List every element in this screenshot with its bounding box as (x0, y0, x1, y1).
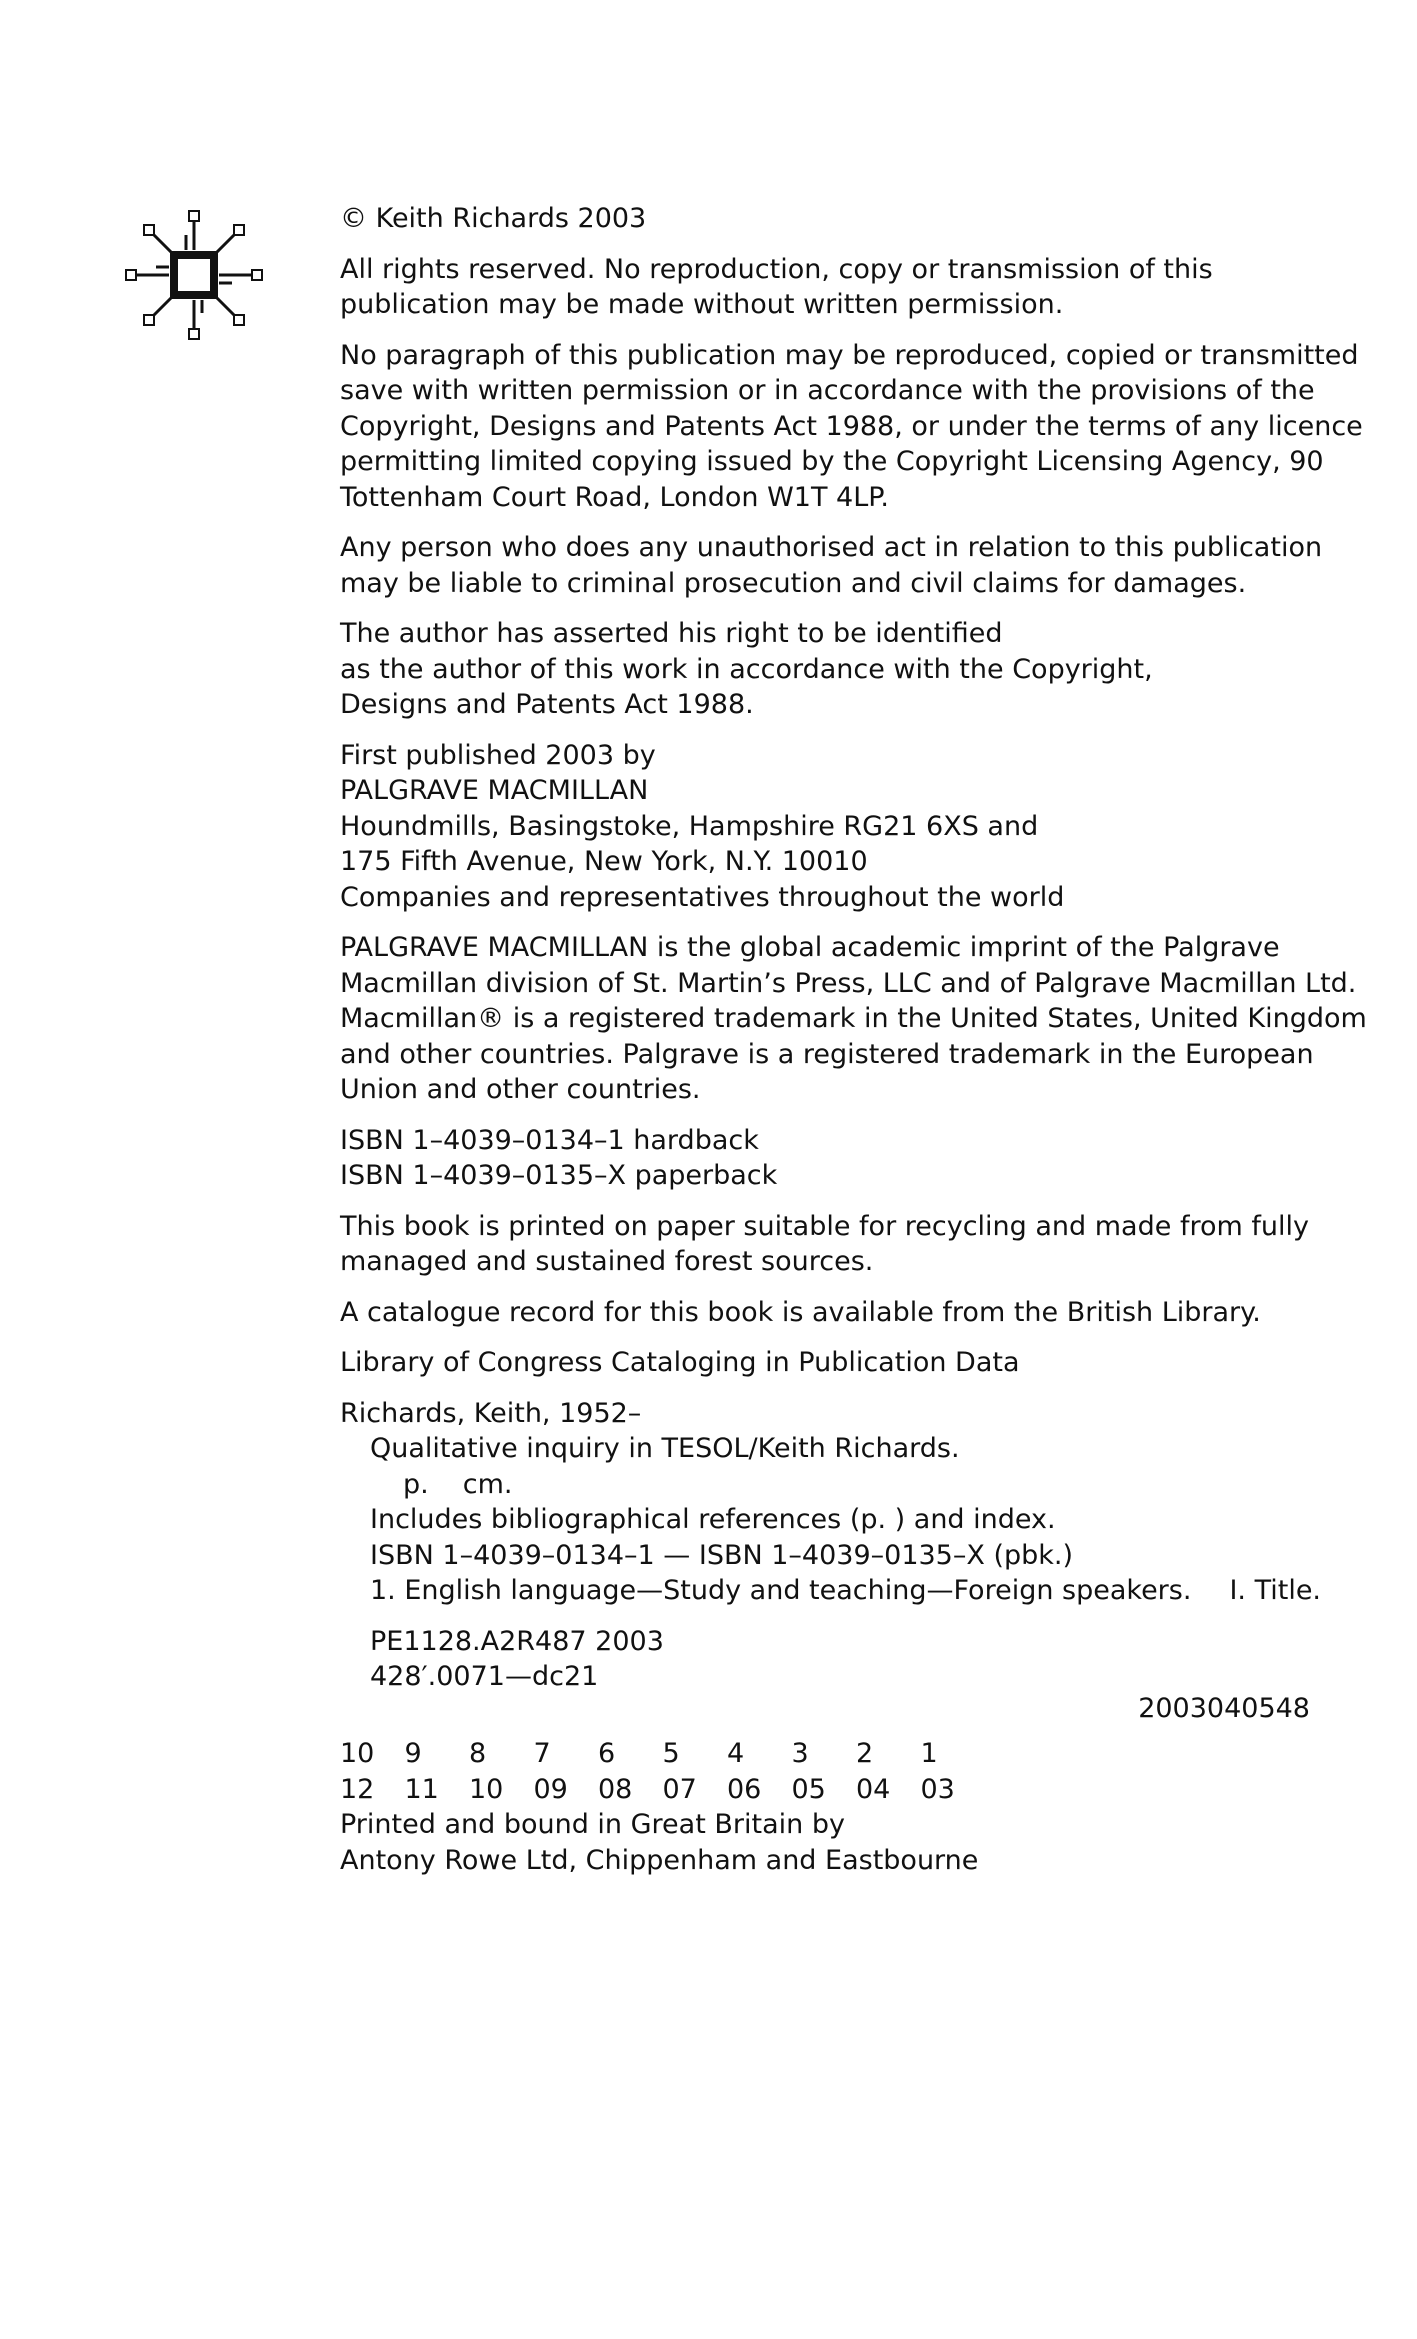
year-line-number: 04 (856, 1773, 891, 1805)
unauthorised-act-paragraph: Any person who does any unauthorised act in relation to this publication may be liable to criminal prosecution and civil claims for damages. (340, 532, 1323, 599)
year-line-number: 05 (791, 1773, 826, 1805)
lccn: 2003040548 (1138, 1692, 1310, 1724)
rights-reserved-paragraph: All rights reserved. No reproduction, copy or transmission of this publication may be made without written permission. (340, 253, 1213, 320)
year-line-number: 03 (920, 1773, 955, 1805)
palgrave-star-logo-icon (124, 205, 264, 345)
print-line-number: 5 (662, 1738, 680, 1769)
print-line-number: 7 (533, 1738, 551, 1769)
cip-pages: p. cm. (403, 1468, 513, 1500)
cip-bibliography: Includes bibliographical references (p. ) and index. (370, 1504, 1056, 1535)
isbn-block (340, 1123, 1310, 1194)
cip-isbn: ISBN 1–4039–0134–1 — ISBN 1–4039–0135–X (pbk.) (370, 1539, 1074, 1571)
cip-subject: 1. English language—Study and teaching—Foreign speakers. I. Title. (370, 1575, 1322, 1606)
reproduction-paragraph: No paragraph of this publication may be reproduced, copied or transmitted save with written permission or in accordance with the provisions of the Copyright, Designs and Patents Act 1988, or under the terms of any licence permitting limited copying issued by the Copyright Licensing Agency, 90 Tottenham Court Road, London W1T 4LP. (340, 339, 1363, 513)
copyright-notice: © Keith Richards 2003 (340, 203, 647, 234)
isbn-hardback: ISBN 1–4039–0134–1 hardback (340, 1124, 759, 1156)
year-line-number: 07 (662, 1773, 697, 1805)
loc-heading: Library of Congress Cataloging in Publication Data (340, 1347, 1020, 1378)
copyright-page-text (340, 201, 1367, 1893)
cip-block (340, 1396, 1322, 1695)
paper-paragraph: This book is printed on paper suitable for recycling and made from fully managed and sustained forest sources. (340, 1210, 1309, 1277)
imprint-paragraph: PALGRAVE MACMILLAN is the global academic imprint of the Palgrave Macmillan division of St. Martin’s Press, LLC and of Palgrave Macmillan Ltd. Macmillan® is a registered trademark in the United States, United Kingdom and other countries. Palgrave is a registered trademark in the European Union and other countries. (340, 932, 1367, 1105)
year-line-number: 09 (533, 1773, 568, 1805)
print-line-number: 1 (920, 1738, 938, 1769)
print-line-number: 8 (469, 1738, 487, 1769)
catalogue-record: A catalogue record for this book is available from the British Library. (340, 1296, 1261, 1328)
isbn-paperback: ISBN 1–4039–0135–X paperback (340, 1160, 778, 1191)
print-line-number: 3 (791, 1738, 809, 1769)
year-line-number: 06 (727, 1773, 762, 1805)
publisher-address: First published 2003 by PALGRAVE MACMILLAN Houndmills, Basingstoke, Hampshire RG21 6XS and 175 Fifth Avenue, New York, N.Y. 10010 Companies and representatives throughout the world (340, 739, 1065, 913)
cip-author: Richards, Keith, 1952– (340, 1397, 642, 1429)
year-line-number: 11 (404, 1773, 439, 1805)
print-line-number: 4 (727, 1738, 745, 1769)
printing-lines (340, 1736, 1310, 1807)
cip-call-number: PE1128.A2R487 2003 (370, 1625, 664, 1657)
print-line-number: 9 (404, 1738, 422, 1769)
year-number-line (340, 1772, 1310, 1808)
print-line-number: 2 (856, 1738, 874, 1769)
year-line-number: 12 (340, 1773, 375, 1805)
print-line-number: 6 (598, 1738, 616, 1769)
year-line-number: 08 (598, 1773, 633, 1805)
cip-title: Qualitative inquiry in TESOL/Keith Richards. (370, 1433, 960, 1464)
author-rights-paragraph: The author has asserted his right to be identified as the author of this work in accordance with the Copyright, Designs and Patents Act 1988. (340, 618, 1153, 720)
year-line-number: 10 (469, 1773, 504, 1805)
print-number-line (340, 1736, 1310, 1772)
print-line-number: 10 (340, 1738, 375, 1769)
cip-dewey: 428′.0071—dc21 (370, 1661, 599, 1692)
printer-info: Printed and bound in Great Britain by Antony Rowe Ltd, Chippenham and Eastbourne (340, 1809, 979, 1876)
